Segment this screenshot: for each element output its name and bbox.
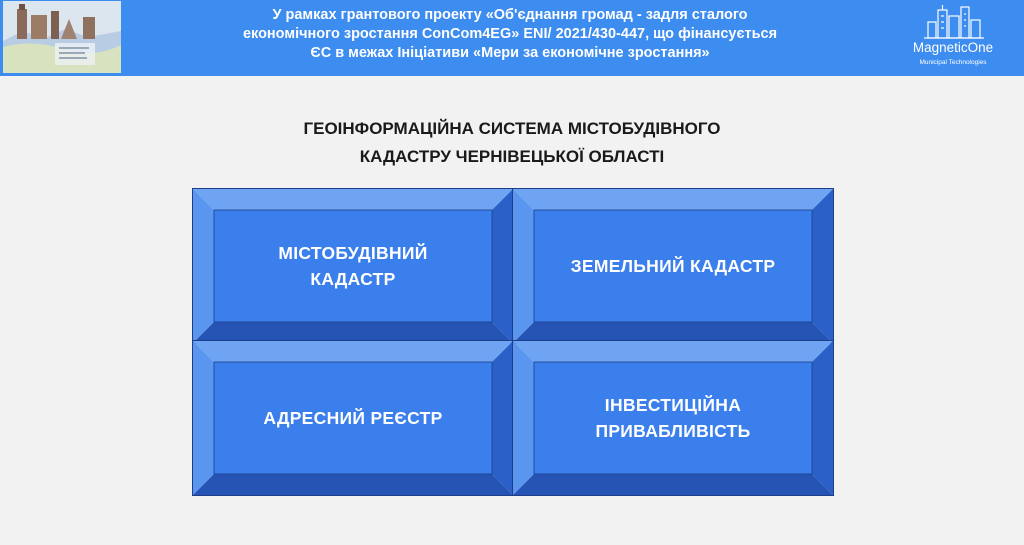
page-title-line-2: КАДАСТРУ ЧЕРНІВЕЦЬКОЇ ОБЛАСТІ [359,147,665,166]
page-title [200,115,824,171]
tile-investment-attractiveness[interactable] [512,340,834,496]
grant-line-3: ЄС в межах Ініціативи «Мери за економічне зростання» [310,45,710,61]
tile-urban-cadastre-label: МІСТОБУДІВНИЙ КАДАСТР [278,243,428,289]
tile-address-registry[interactable] [192,340,514,496]
page-title-line-1: ГЕОІНФОРМАЦІЙНА СИСТЕМА МІСТОБУДІВНОГО [303,119,721,138]
grant-project-text [140,6,880,63]
header-banner [0,0,1024,76]
city-logo-image [3,1,121,73]
city-skyline-icon [898,4,1008,40]
tile-land-cadastre-label: ЗЕМЕЛЬНИЙ КАДАСТР [570,256,776,276]
tile-investment-attractiveness-label: ІНВЕСТИЦІЙНА ПРИВАБЛИВІСТЬ [595,395,751,441]
logo-brand-text: MagneticOne [912,40,994,55]
magneticone-logo [898,4,1008,70]
tile-urban-cadastre[interactable] [192,188,514,344]
grant-line-2: економічного зростання ConCom4EG» ENI/ 2021/430-447, що фінансується [242,26,778,42]
logo-sub-text: Municipal Technologies [919,59,987,66]
tile-address-registry-label: АДРЕСНИЙ РЕЄСТР [263,408,443,428]
tile-land-cadastre[interactable] [512,188,834,344]
grant-line-1: У рамках грантового проекту «Об'єднання громад - задля сталого [272,7,748,23]
